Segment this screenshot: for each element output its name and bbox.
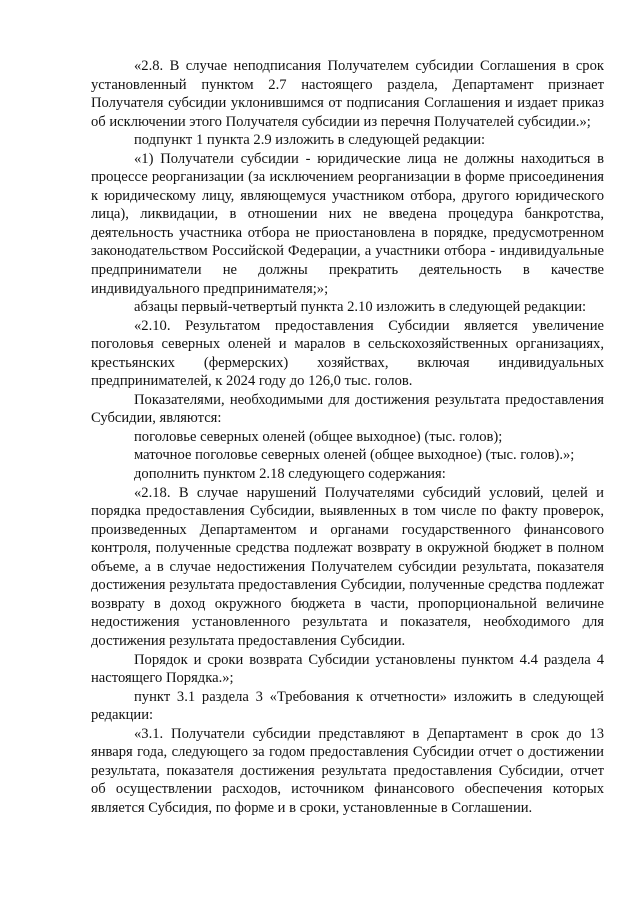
paragraph-2-9-1: «1) Получатели субсидии - юридические лица не должны находиться в процессе реорганизации (за исключением реорганизации в форме присоединения к юридическому лицу, являющемуся участником отбора, другого юридического лица), ликвидации, в отношении них не введена процедура банкротства, деятельность участника отбора не приостановлена в порядке, предусмотренном законодательством Российской Федерации, а участники отбора - индивидуальные предприниматели не должны прекратить деятельность в качестве индивидуального предпринимателя;»;	[91, 150, 604, 297]
paragraph-3-1: «3.1. Получатели субсидии представляют в Департамент в срок до 13 января года, следующего за годом предоставления Субсидии отчет о достижении результата, показателя достижения результата предоставления Субсидии, отчет об осуществлении расходов, источником финансового обеспечения которых является Субсидия, по форме и в сроки, установленные в Соглашении.	[91, 725, 604, 816]
paragraph-amend-2-10: абзацы первый-четвертый пункта 2.10 изложить в следующей редакции:	[134, 299, 587, 316]
paragraph-2-18: «2.18. В случае нарушений Получателями субсидий условий, целей и порядка предоставления Субсидии, выявленных в том числе по факту проверок, произведенных Департаментом и органами государственного финансового контроля, полученные средства подлежат возврату в окружной бюджет в полном объеме, а в случае недостижения Получателем субсидии результата, показателя достижения результата предоставления Субсидии, полученные средства подлежат возврату в доход окружного бюджета в части, пропорциональной величине недостижения установленного результата и показателя, необходимого для достижения результата предоставления Субсидии.	[91, 484, 604, 649]
paragraph-return-order: Порядок и сроки возврата Субсидии установлены пунктом 4.4 раздела 4 настоящего Порядка.»;	[91, 651, 604, 687]
paragraph-indicator-1: поголовье северных оленей (общее выходное) (тыс. голов);	[134, 428, 503, 445]
paragraph-amend-2-9: подпункт 1 пункта 2.9 изложить в следующей редакции:	[134, 132, 486, 149]
paragraph-2-10: «2.10. Результатом предоставления Субсидии является увеличение поголовья северных оленей и маралов в сельскохозяйственных организациях, крестьянских (фермерских) хозяйствах, включая индивидуальных предпринимателей, к 2024 году до 126,0 тыс. голов.	[91, 317, 604, 390]
paragraph-2-8: «2.8. В случае неподписания Получателем субсидии Соглашения в срок установленный пунктом 2.7 настоящего раздела, Департамент признает Получателя субсидии уклонившимся от подписания Соглашения и издает приказ об исключении этого Получателя субсидии из перечня Получателей субсидии.»;	[91, 58, 604, 130]
paragraph-amend-2-18: дополнить пунктом 2.18 следующего содержания:	[134, 466, 446, 483]
paragraph-indicator-2: маточное поголовье северных оленей (общее выходное) (тыс. голов).»;	[134, 447, 575, 464]
document-body	[91, 57, 604, 817]
paragraph-amend-3-1: пункт 3.1 раздела 3 «Требования к отчетности» изложить в следующей редакции:	[91, 688, 604, 724]
paragraph-indicators: Показателями, необходимыми для достижения результата предоставления Субсидии, являются:	[91, 391, 604, 427]
